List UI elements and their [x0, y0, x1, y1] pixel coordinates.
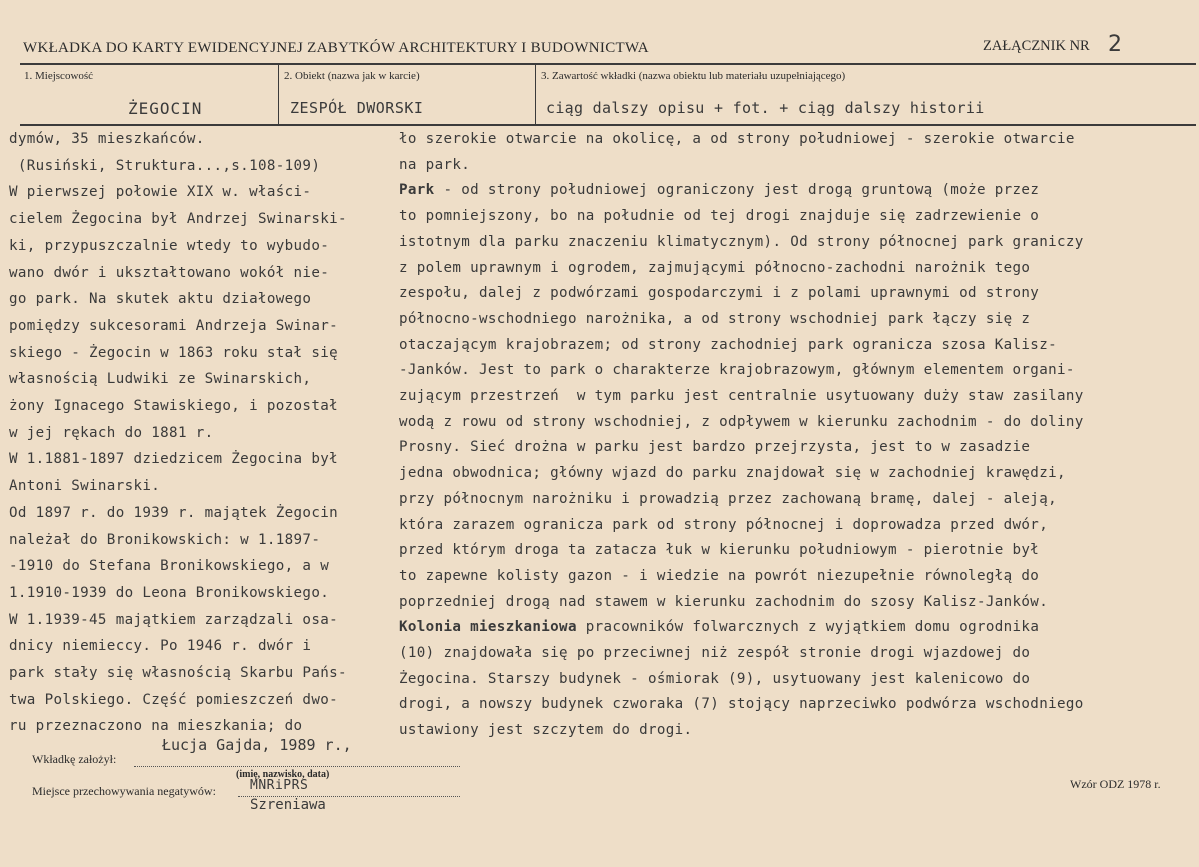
left-text-line: skiego - Żegocin w 1863 roku stał się: [9, 344, 338, 361]
right-text-line: [399, 359, 1075, 381]
left-text-line: W pierwszej połowie XIX w. właści-: [9, 184, 312, 201]
right-text-line: [399, 719, 692, 741]
author-dotted-line: [134, 766, 460, 767]
content-label: 3. Zawartość wkładki (nazwa obiektu lub materiału uzupełniającego): [541, 70, 846, 82]
right-text-line: [399, 591, 1048, 613]
left-text-line: Antoni Swinarski.: [9, 478, 161, 495]
left-text-line: park stały się własnością Skarbu Pańs-: [9, 665, 347, 681]
line-text: pracowników folwarcznych z wyjątkiem domu ogrodnika: [576, 619, 1040, 636]
right-text-line: [399, 334, 1057, 356]
right-text-line: [399, 514, 1048, 536]
right-text-line: [399, 642, 1030, 664]
line-text: zespołu, dalej z podwórzami gospodarczymi i z polami uprawnymi od strony: [399, 285, 1040, 302]
right-text-line: [399, 231, 1084, 253]
left-text-line: pomiędzy sukcesorami Andrzeja Swinar-: [9, 317, 338, 334]
left-text-line: dnicy niemieccy. Po 1946 r. dwór i: [9, 638, 312, 655]
form-title: WKŁADKA DO KARTY EWIDENCYJNEJ ZABYTKÓW ARCHITEKTURY I BUDOWNICTWA: [23, 40, 649, 56]
negatives-label: Miejsce przechowywania negatywów:: [32, 784, 216, 798]
left-text-line: ki, przypuszczalnie wtedy to wybudo-: [9, 237, 330, 254]
author-hint: (imię, nazwisko, data): [236, 769, 330, 780]
line-text: Żegocina. Starszy budynek - ośmiorak (9), usytuowany jest kalenicowo do: [399, 670, 1031, 687]
right-text-line: [399, 539, 1039, 561]
left-text-line: go park. Na skutek aktu działowego: [9, 291, 312, 308]
line-text: przy północnym narożniku i prowadzią przez zachowaną bramę, dalej - aleją,: [399, 490, 1057, 507]
author-value: Łucja Gajda, 1989 r.,: [162, 736, 352, 754]
line-text: na park.: [399, 156, 471, 173]
left-text-line: Od 1897 r. do 1939 r. majątek Żegocin: [9, 504, 338, 521]
left-text-line: cielem Żegocina był Andrzej Swinarski-: [9, 211, 347, 228]
line-text: (10) znajdowała się po przeciwnej niż zespół stronie drogi wjazdowej do: [399, 645, 1031, 661]
line-text: która zarazem ogranicza park od strony północnej i doprowadza przed dwór,: [399, 516, 1049, 533]
right-text-line: [399, 179, 1039, 201]
left-text-line: żony Ignacego Stawiskiego, i pozostał: [9, 398, 338, 414]
left-text-line: dymów, 35 mieszkańców.: [9, 131, 205, 147]
line-text: - od strony południowej ograniczony jest drogą gruntową (może przez: [434, 182, 1040, 199]
right-text-line: [399, 257, 1030, 279]
line-text: drogi, a nowszy budynek czworaka (7) stojący naprzeciwko podwórza wschodniego: [399, 696, 1084, 713]
left-text-line: -1910 do Stefana Bronikowskiego, a w: [9, 558, 330, 575]
line-text: ło szerokie otwarcie na okolicę, a od strony południowej - szerokie otwarcie: [399, 131, 1075, 147]
left-text-line: wano dwór i ukształtowano wokół nie-: [9, 264, 330, 281]
line-text: -Janków. Jest to park o charakterze krajobrazowym, głównym elementem organi-: [399, 362, 1075, 379]
left-text-line: własnością Ludwiki ze Swinarskich,: [9, 371, 312, 388]
line-text: północno-wschodniego narożnika, a od strony wschodniej park łączy się z: [399, 310, 1031, 327]
right-text-line: [399, 205, 1039, 227]
line-text: poprzedniej drogą nad stawem w kierunku zachodnim do szosy Kalisz-Janków.: [399, 593, 1049, 610]
right-text-line: [399, 616, 1039, 638]
left-text-line: (Rusiński, Struktura...,s.108-109): [9, 157, 321, 174]
top-rule: [20, 63, 1196, 65]
right-text-line: [399, 488, 1057, 510]
left-text-line: ru przeznaczono na mieszkania; do: [9, 718, 303, 735]
line-text: istotnym dla parku znaczeniu klimatycznym). Od strony północnej park graniczy: [399, 233, 1084, 250]
line-text: jedna obwodnica; główny wjazd do parku znajdował się w zachodniej krawędzi,: [399, 465, 1066, 482]
object-label: 2. Obiekt (nazwa jak w karcie): [284, 70, 420, 82]
content-value: ciąg dalszy opisu + fot. + ciąg dalszy historii: [546, 99, 985, 117]
left-text-line: W 1.1881-1897 dziedzicem Żegocina był: [9, 451, 338, 468]
location-label: 1. Miejscowość: [24, 70, 94, 82]
author-label: Wkładkę założył:: [32, 752, 117, 766]
negatives-value-2: Szreniawa: [250, 797, 326, 813]
left-text-line: w jej rękach do 1881 r.: [9, 424, 214, 441]
line-text: ustawiony jest szczytem do drogi.: [399, 722, 693, 739]
line-text: Prosny. Sieć drożna w parku jest bardzo przejrzysta, jest to w zasadzie: [399, 439, 1031, 456]
attachment-number: 2: [1108, 32, 1122, 57]
attachment-label: ZAŁĄCZNIK NR: [983, 38, 1090, 54]
left-text-line: W 1.1939-45 majątkiem zarządzali osa-: [9, 611, 338, 628]
right-text-line: [399, 128, 1075, 150]
line-text: to zapewne kolisty gazon - i wiedzie na powrót niezupełnie równoległą do: [399, 567, 1040, 584]
right-text-line: [399, 668, 1030, 690]
object-value: ZESPÓŁ DWORSKI: [290, 99, 424, 117]
right-text-line: [399, 411, 1084, 433]
right-text-line: [399, 462, 1066, 484]
location-value: ŻEGOCIN: [128, 99, 203, 118]
right-text-line: [399, 693, 1084, 715]
left-text-line: twa Polskiego. Część pomieszczeń dwo-: [9, 691, 338, 708]
right-text-line: [399, 436, 1030, 458]
field-divider-1: [278, 65, 279, 124]
right-text-line: [399, 154, 470, 176]
right-text-line: [399, 282, 1039, 304]
right-text-line: [399, 565, 1039, 587]
left-text-line: należał do Bronikowskich: w 1.1897-: [9, 531, 321, 548]
line-text: przed którym droga ta zatacza łuk w kierunku południowym - pierotnie był: [399, 542, 1040, 559]
line-text: otaczającym krajobrazem; od strony zachodniej park ogranicza szosa Kalisz-: [399, 336, 1057, 353]
section-heading: Kolonia mieszkaniowa: [399, 619, 577, 636]
left-text-line: 1.1910-1939 do Leona Bronikowskiego.: [9, 584, 330, 601]
right-text-line: [399, 308, 1030, 330]
negatives-value-1: MNRiPRS: [250, 778, 309, 793]
field-divider-2: [535, 65, 536, 124]
line-text: to pomniejszony, bo na południe od tej drogi znajduje się zadrzewienie o: [399, 208, 1040, 225]
fields-bottom-rule: [20, 124, 1196, 126]
form-version: Wzór ODZ 1978 r.: [1070, 777, 1161, 791]
line-text: z polem uprawnym i ogrodem, zajmującymi północno-zachodni narożnik tego: [399, 259, 1031, 276]
line-text: zującym przestrzeń w tym parku jest centralnie usytuowany duży staw zasilany: [399, 388, 1084, 404]
section-heading: Park: [399, 182, 435, 199]
line-text: wodą z rowu od strony wschodniej, z odpływem w kierunku zachodnim - do doliny: [399, 413, 1084, 430]
right-text-line: [399, 385, 1084, 407]
